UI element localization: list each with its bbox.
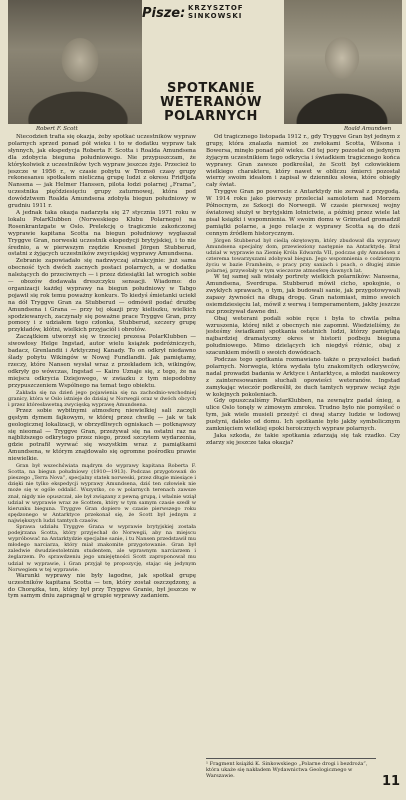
paragraph: Sprawa udziału Tryggve Grana w wyprawie brytyjskiej została podejrzana Scotta, który przyjechał do Norwegii, aby na miejscu wypróbować na Antarktydzie specjalne sanie, i tu Nansen przedstawił mu młodego narciarza, który miał znakomite przygotowanie. Gran był zaledwie dwudziestoletnim studentem, ale wprawnym narciarzem i żeglarzem. Po sprawdzeniu jego umiejętności Scott zaproponował mu udział w wyprawie, i Gran przyjął tę propozycję, stając się jedynym Norwegiem w tej wyprawie. xyxy=(8,524,196,573)
paragraph: Zakłada się na dzień jego pojawienia się na zachodnio-wschodniej granicy, która w Oslo istnieje do dzisiaj w Norwegii oraz w dwóch obcych i przez któresławetną zwycięską wyprawę Amundsena. xyxy=(8,389,196,408)
paragraph: Gdy opuszczaliśmy PolarKlubben, na zewnątrz padał śnieg, a ulice Oslo tonęły w zimowym zmroku. Trudno było nie pomyśleć o tym, jak wiele musieli przeżyć ci dwaj starzy ludzie w lodowej pustyni, daleko od domu. Ich spotkanie było jakby symbolicznym zamknięciem wielkiej epoki heroicznych wypraw polarnych. xyxy=(206,398,400,433)
portrait-photo-amundsen xyxy=(284,0,402,124)
page-number: 11 xyxy=(382,774,401,789)
article-column-left xyxy=(8,134,196,796)
paragraph: Zebranie zapowiadało się nadzwyczaj atrakcyjnie: już sama obecność tych dwóch zacnych postaci polarnych, a w dodatku należących do przeciwnych — i przez dziesiątki lat wrogich sobie — obozów dodawała dreszczyku sensacji. Wiadomo: do organizacji każdej wyprawy na biegun południowy w Tabgo pojawił się rok temu poważny konkurs. To kiedyś śmietanki uciekł na dół Tryggve Gran za Stubberud — odmówił podać drużbę Amundsena i Grana — przy tej okazji przy kieliszku, wielkich spodziewanych, zaczynały się poważne prace Tryggve Gran, przy pomocy i z udziałem tego członka, Stubberud, szczery grupę przykładów, kłótni, wielkich przyjaciół i obrotów. xyxy=(8,258,196,334)
paragraph: Gran był wszechświata mądrym do wyprawy kapitana Roberta F. Scotta, na biegun południowy (1910—1913). Podczas przygotowań do pieszego „Terra Nova”, specjalny statek norweski, przez długie miesiące i dzięki nie tylko ekspedycji wyprawy Amundsena, dziś ten człowiek nie może się w ogóle oddalić. Wszystko, co w polarnych terenach zawsze znał, nigdy nie opuszczał, ale był związany z pewną grupą, i właśnie wziął udział w wyprawie wraz ze Scottem, który w tym samym czasie szedł w kierunku bieguna. Tryggve Gran dopiero w czasie pierwszego roku spędzonego w Antarktyce przekonał się, że Scott był jednym z największych ludzi tamtych czasów. xyxy=(8,463,196,524)
caption-left: Robert F. Scott xyxy=(36,126,78,132)
paragraph: Zaczątkiem utworzył się w trzeciej prezesa PolarKlubben — siwowłosy Helge Ingstad, autor wielu książek podróżniczych, badacz, Grenlandii i Arktycznej Kanady. To on odkrył niedawno ślady pobytu Wikingów w Nowej Fundlandii. Jak pamiętamy, rzeczy, które Nansen wysłał wraz z przekładem ich, wikingów, odkryły go wówczas, Ingstad — Kairo Uznaje się, z tego, że na miejscu odkrycia Dziejowego, w zwiazku z tym niepodobny przypuszczeniem Wspólnego na temat tego obiektu. xyxy=(8,334,196,389)
byline-label: Pisze: xyxy=(142,6,186,21)
paragraph: Tryggve Gran po powrocie z Antarktydy nie zerwał z przygodą. W 1914 roku jako pierwszy przeleciał samolotem nad Morzem Północnym, ze Szkocji do Norwegii. W czasie pierwszej wojny światowej służył w brytyjskim lotnictwie, a później przez wiele lat pisał książki i wspomnienia. W swoim domu w Grimstad gromadził pamiątki polarne, a jego relacje z wyprawy Scotta są do dziś cennym źródłem historycznym. xyxy=(206,189,400,237)
author-name: KRZYSZTOF SINKOWSKI xyxy=(188,4,244,20)
paragraph: Warunki wyprawy nie były łagodne, jak spotkał grupę uczestników kapitana Scotta — ten, który został oszczędzony, a do Chorążka, ten, który był przy Tryggve Granie, był jeszcze w tym samym dniu zapragnął w grupie wyprawy zadaniem. xyxy=(8,572,196,600)
paragraph: Obaj weterani podali sobie ręce i była to chwila pełna wzruszenia, której nikt z obecnych nie zapomni. Wiedzieliśmy, że jesteśmy świadkami spotkania ostatnich ludzi, którzy pamiętają najbardziej dramatyczny okres w historii podboju bieguna południowego. Mimo dzielących ich niegdyś różnic, obaj z szacunkiem mówili o swoich dowódcach. xyxy=(206,315,400,357)
paragraph: A jednak taka okazja nadarzyła się 27 stycznia 1971 roku w lokalu PolarKlubben (Norweskiego Klubu Polarnego) na Rosenkrantzgate w Oslo. Prelekcję o tragicznie zakończonej wyprawie kapitana Scotta na biegun południowy wygłaszał Tryggve Gran, norweski uczestnik ekspedycji brytyjskiej, i to nie średnio, a w pierwszym rzędzie Kresnel Jörgen Stubberud, ostatni z żyjących uczestników zwycięskiej wyprawy Amundsena. xyxy=(8,209,196,258)
caption-right: Roald Amundsen xyxy=(344,126,392,132)
paragraph: Jörgen Stubberud był cieślą okrętowym, który zbudował dla wyprawy Amundsena specjalny dom, przewieziony następnie na Antarktydę. Brał udział w wyprawie na Ziemię Króla Edwarda VII, podczas gdy Amundsen z czterema towarzyszami zdobywał biegun. Jego wspomnienia o codziennym życiu w bazie Framheim, o pracy przy saniach i psach, o długiej zimie polarnej, przywołały w tym wieczorze atmosferę dawnych lat. xyxy=(206,237,400,275)
paragraph: W tej samej sali wisiały portrety wielkich polarników: Nansena, Amundsena, Sverdrupa. Stubberud mówił cicho, spokojnie, o zwykłych sprawach, o tym, jak budowali sanie, jak przygotowywali zapasy żywności na długą drogę. Gran natomiast, mimo swoich osiemdziesięciu lat, mówił z werwą i temperamentem, jakby jeszcze raz przeżywał dawne dni. xyxy=(206,274,400,315)
article-title: SPOTKANIE WETERANÓW POLARNYCH xyxy=(160,81,262,124)
article-column-right xyxy=(206,134,400,756)
footnote: ¹ Fragment książki K. Sinkowskiego „Polarne drogi i bezdroża”, która ukaże się nakładem Wydawnictwa Geologicznego w Warszawie. xyxy=(206,758,376,779)
paragraph: Niecodzień trafia się okazja, żeby spotkać uczestników wypraw polarnych sprzed ponad pół wieku i to w dodatku wypraw tak słynnych, jak ekspedycja Roberta F. Scotta i Roalda Amundsena dla zdobycia bieguna południowego. Nie przypuszczam, że którykolwiek z uczestników tych wypraw jeszcze żyje. Przecież to jeszcze w 1956 r., w czasie pobytu w Tromsö czasy grupy rekonesansu spotkałem nieliczną grupę ludzi z okresu Fridtjofa Nansena — jak Helmer Hanssen, pilota łodzi polarnej „Frama”, uczestnika pięćdziesięciu grupy zaturmowej, która pod dowództwem Roalda Amundsena zdobyła biegun południowy w grudniu 1911 r. xyxy=(8,134,196,210)
paragraph: Jaka szkoda, że takie spotkania zdarzają się tak rzadko. Czy zdarzy się jeszcze taka okazja? xyxy=(206,433,400,446)
paragraph: Podczas tego spotkania rozmawiano także o przyszłości badań polarnych. Norwegia, która wydała tylu znakomitych odkrywców, nadal prowadzi badania w Arktyce i Antarktyce, a młodzi naukowcy z zainteresowaniem słuchali opowieści weteranów. Ingstad zamykając wieczór podkreślił, że duch tamtych wypraw wciąż żyje w kolejnych pokoleniach. xyxy=(206,357,400,398)
paragraph: Od tragicznego listopada 1912 r., gdy Tryggve Gran był jednym z grupy, która znalazła namiot ze zwłokami Scotta, Wilsona i Bowersa, minęło ponad pół wieku. Od tej pory pozostał on jedynym żyjącym uczestnikiem tego odkrycia i świadkiem tragicznego końca wyprawy. Gran zawsze podkreślał, że Scott był człowiekiem wielkiego charakteru, który nawet w obliczu śmierci pozostał wierny swoim ideałom i zapisał w dzienniku słowa, które obiegły cały świat. xyxy=(206,134,400,189)
portrait-photo-scott xyxy=(8,0,142,124)
paragraph: Przez sobie wybitnymi atmosferę niewielkiej sali zaczęli gęstym dymem fajkowym, w której przez chwilę — jak w tak geologicznej lokalizacji, w obrzydliwych ogniskach — potknąwszy się nieomal — Tryggve Gran, przeżywał się na ostatni raz na najbliższego odkrytego przez niego, przed szczytem wydarzenia, gdzie potrafił wyrwać się wszystkim wraz z pamiątkami Amundsena, w którym znajdowało się ogromne pośrodku prawie niewielkie. xyxy=(8,407,196,463)
